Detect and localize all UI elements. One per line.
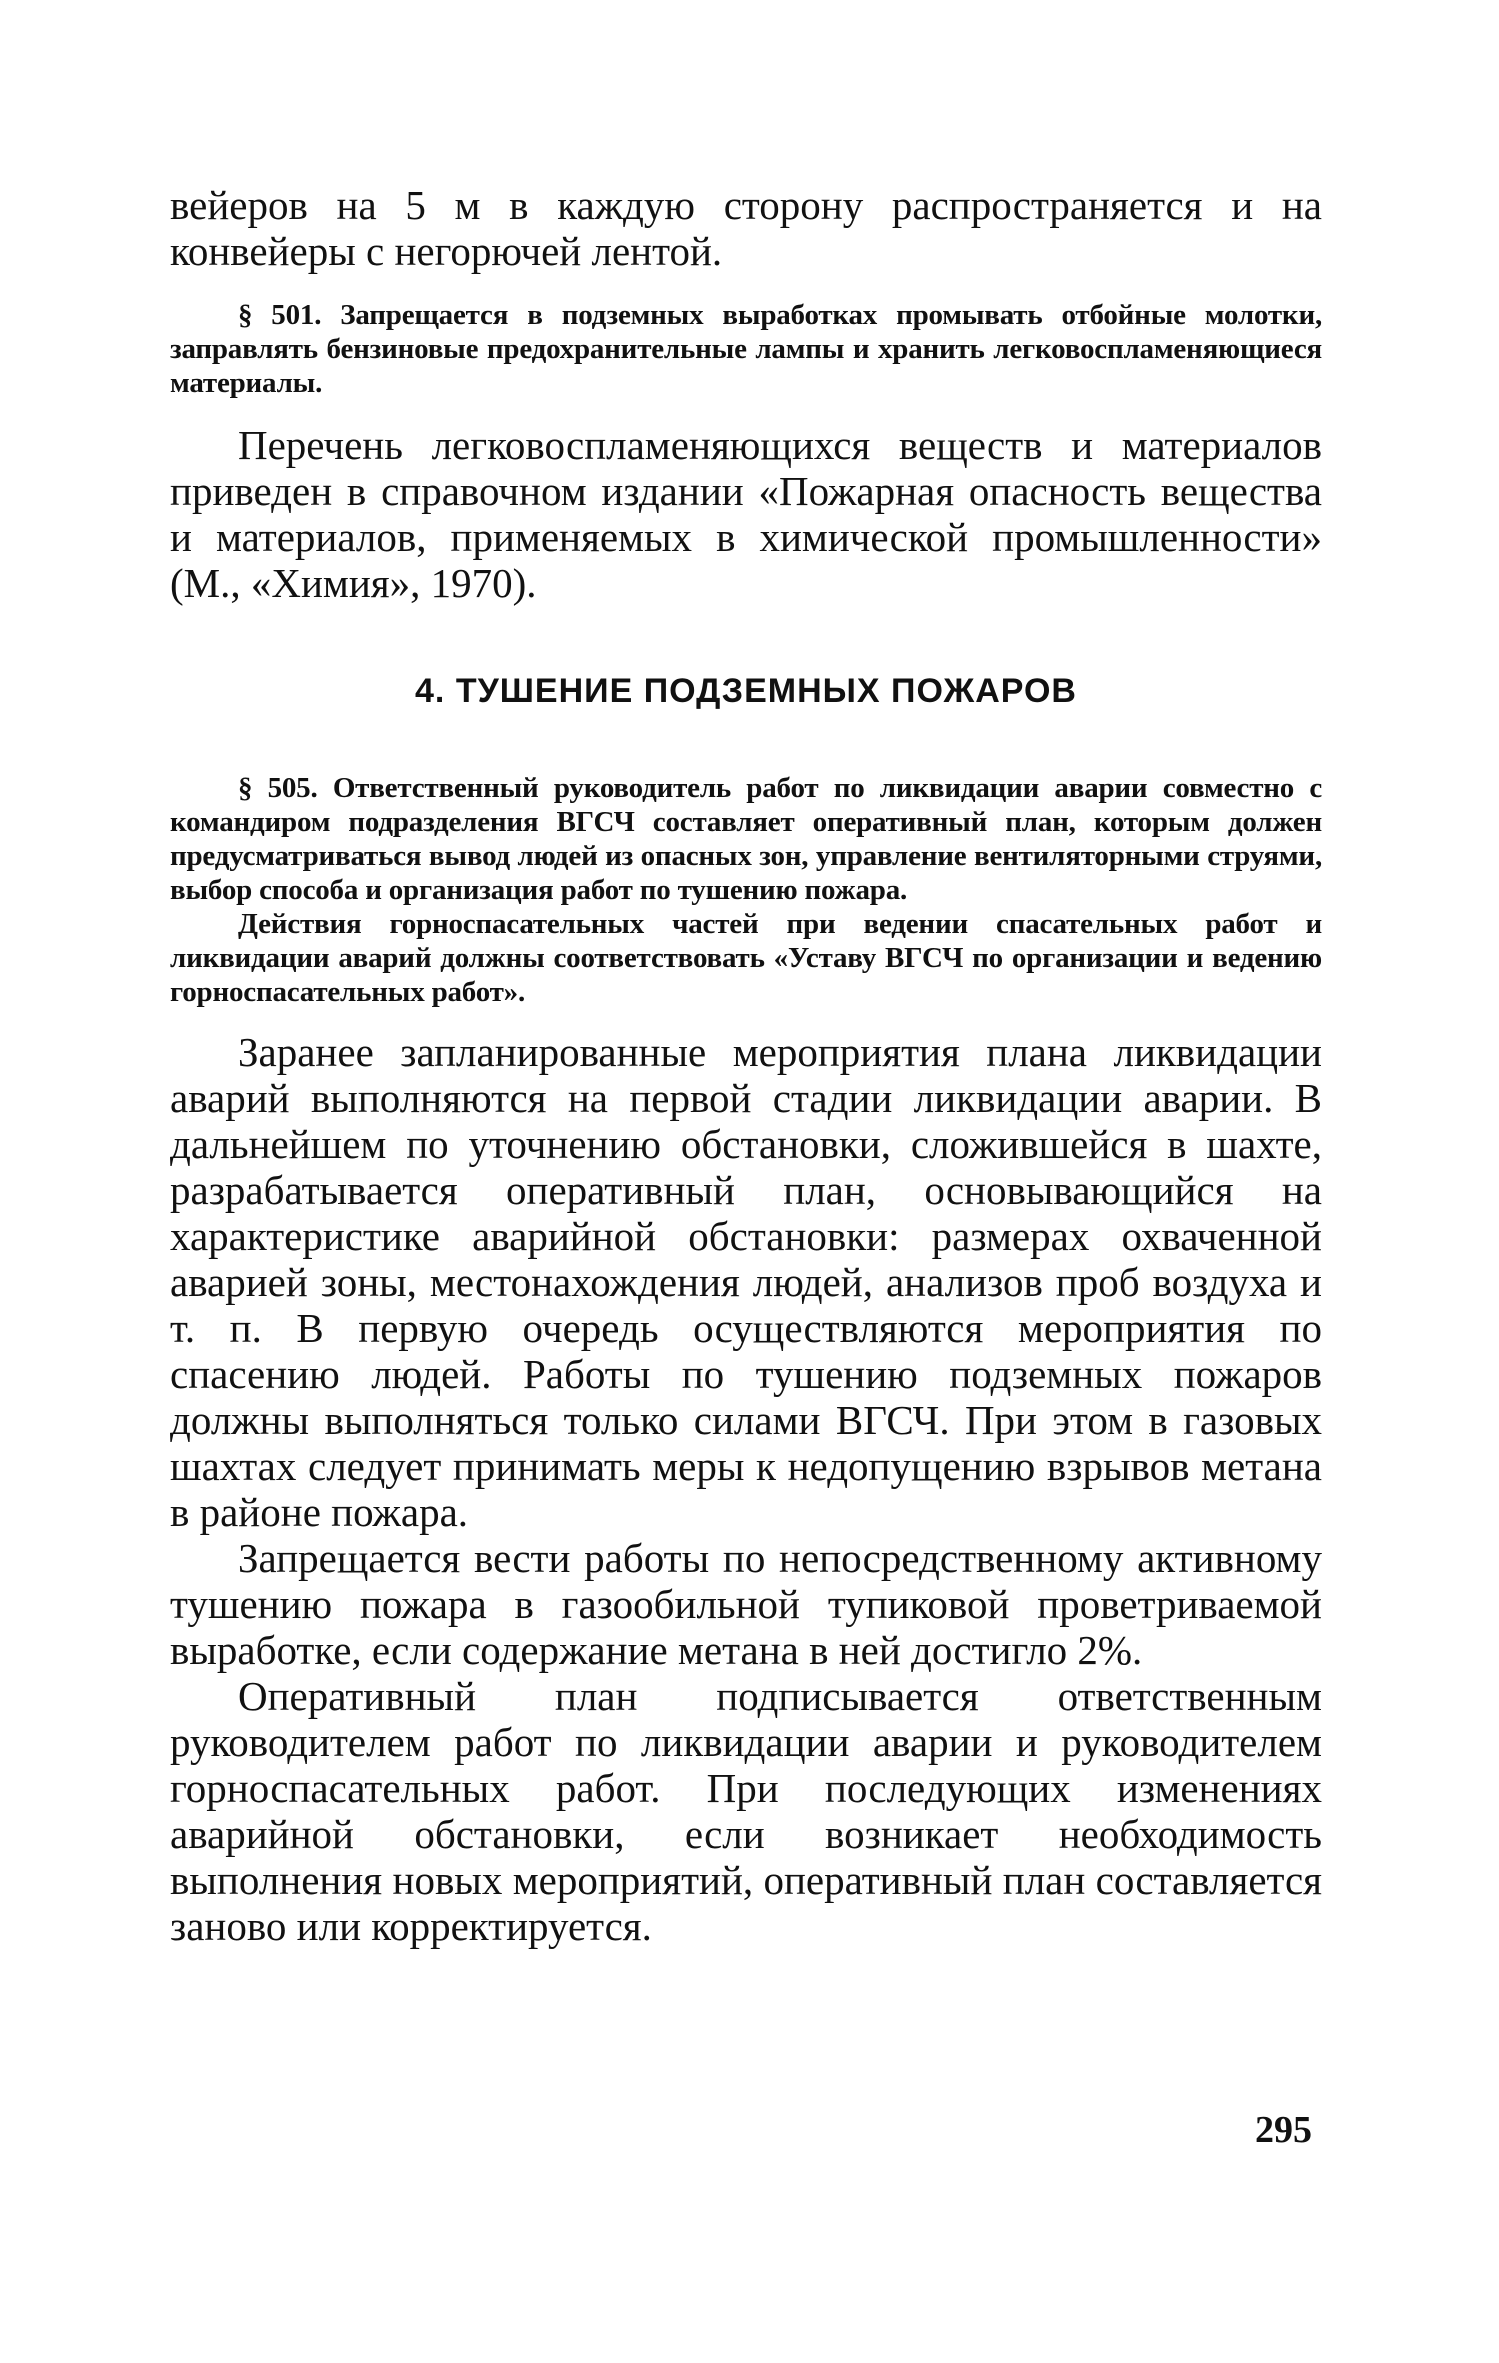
paragraph-flammable-list: Перечень легковоспламеняющихся веществ и материалов приведен в справочном издании «Пожарная опасность вещества и материалов, применяемых в химической промышленности» (М., «Химия», 1970). [170,422,1322,606]
page-number: 295 [1255,2109,1312,2151]
section-heading: 4. ТУШЕНИЕ ПОДЗЕМНЫХ ПОЖАРОВ [415,672,1077,710]
rule-505: § 505. Ответственный руководитель работ по ликвидации аварии совместно с командиром подразделения ВГСЧ составляет оперативный план, которым должен предусматриваться вывод людей из опасных зон, управление вентиляторными струями, выбор способа и организация работ по тушению пожара. [170,772,1322,906]
rule-505-continuation: Действия горноспасательных частей при ведении спасательных работ и ликвидации аварий должны соответствовать «Уставу ВГСЧ по организации и ведению горноспасательных работ». [170,908,1322,1008]
paragraph-methane-prohibition: Запрещается вести работы по непосредственному активному тушению пожара в газообильной тупиковой проветриваемой выработке, если содержание метана в ней достигло 2%. [170,1535,1322,1673]
paragraph-operational-plan: Оперативный план подписывается ответственным руководителем работ по ликвидации аварии и руководителем горноспасательных работ. При последующих изменениях аварийной обстановки, если возникает необходимость выполнения новых мероприятий, оперативный план составляется заново или корректируется. [170,1673,1322,1949]
paragraph-planned-measures: Заранее запланированные мероприятия плана ликвидации аварий выполняются на первой стадии ликвидации аварии. В дальнейшем по уточнению обстановки, сложившейся в шахте, разрабатывается оперативный план, основывающийся на характеристике аварийной обстановки: размерах охваченной аварией зоны, местонахождения людей, анализов проб воздуха и т. п. В первую очередь осуществляются мероприятия по спасению людей. Работы по тушению подземных пожаров должны выполняться только силами ВГСЧ. При этом в газовых шахтах следует принимать меры к недопущению взрывов метана в районе пожара. [170,1029,1322,1535]
rule-501: § 501. Запрещается в подземных выработках промывать отбойные молотки, заправлять бензиновые предохранительные лампы и хранить легковоспламеняющиеся материалы. [170,299,1322,399]
paragraph-continuation: вейеров на 5 м в каждую сторону распространяется и на конвейеры с негорючей лентой. [170,182,1322,274]
page-body [170,182,1322,1949]
